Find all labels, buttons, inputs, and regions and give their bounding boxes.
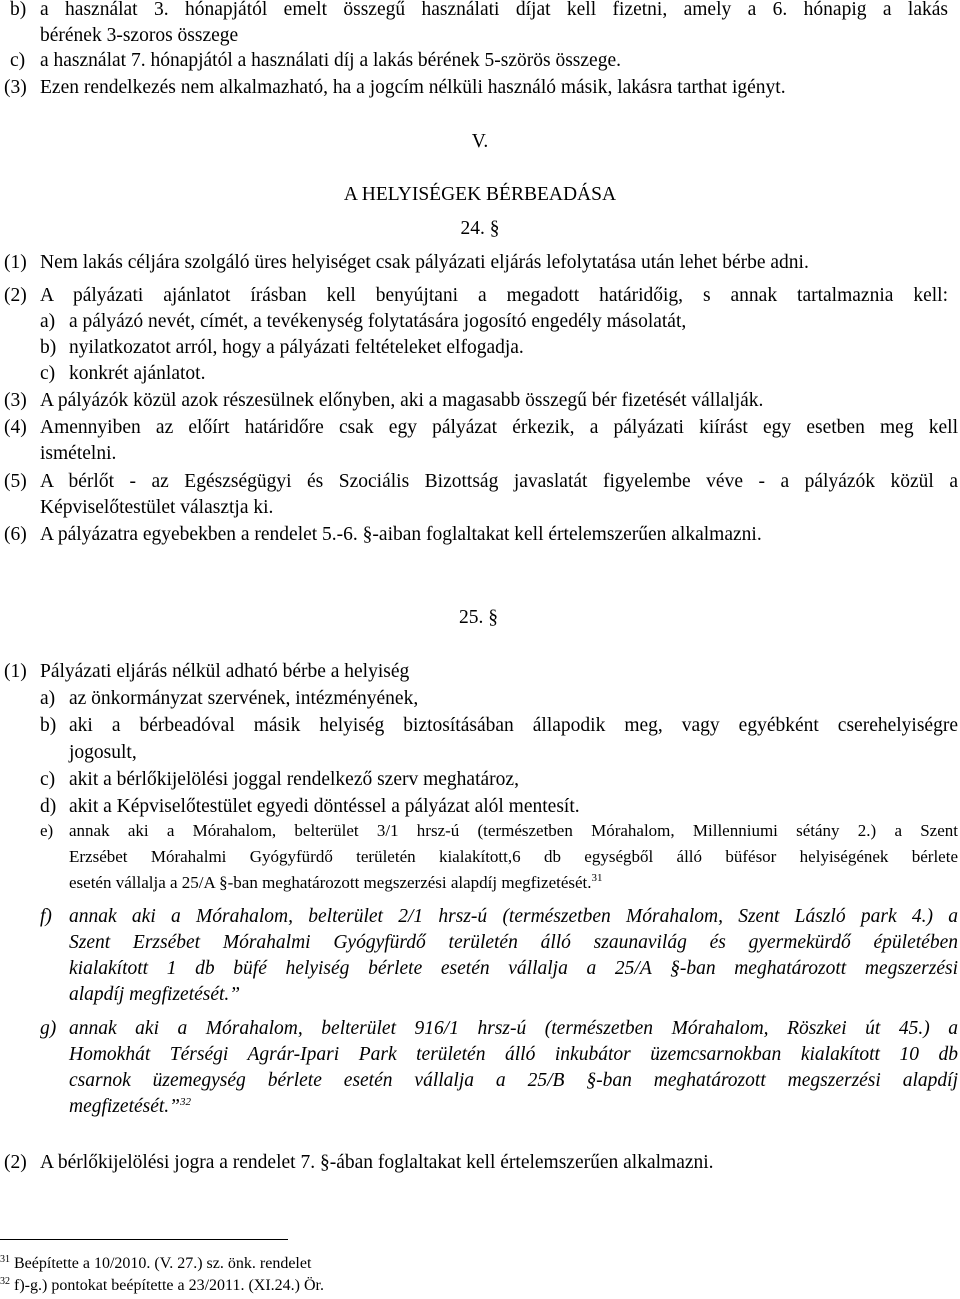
s25-point-e (0, 818, 960, 844)
s25-point-e-line2: Erzsébet Mórahalmi Gyógyfürdő területén kialakított,6 db egységből álló büfésor helyiségének bérlete (69, 847, 958, 866)
s25-point-b-line1: aki a bérbeadóval másik helyiség biztosításában állapodik meg, vagy egyébként cserehelyiségre (69, 715, 958, 736)
s24-point-c-text: konkrét ajánlatot. (69, 363, 206, 384)
s24-paragraph-3 (0, 388, 960, 414)
top-paragraph-3 (0, 75, 960, 101)
s24-point-c-label: c) (40, 363, 56, 384)
s25-paragraph-2-label: (2) (4, 1152, 27, 1173)
s24-point-b-label: b) (40, 337, 57, 358)
s25-point-b (0, 713, 960, 739)
top-point-b-cont (0, 23, 960, 49)
s25-point-d-text: akit a Képviselőtestület egyedi döntéssel a pályázat alól mentesít. (69, 796, 580, 817)
top-paragraph-3-text: Ezen rendelkezés nem alkalmazható, ha a jogcím nélküli használó másik, lakásra tarthat igényt. (40, 77, 786, 98)
s25-point-f-line2: Szent Erzsébet Mórahalmi Gyógyfürdő területén álló szaunavilág és gyermekürdő épületében (69, 932, 958, 953)
s25-paragraph-1-label: (1) (4, 661, 27, 682)
s25-point-e-line3: esetén vállalja a 25/A §-ban meghatározott megszerzési alapdíj megfizetését. (69, 873, 592, 892)
s25-point-c-text: akit a bérlőkijelölési joggal rendelkező szerv meghatároz, (69, 769, 519, 790)
s25-point-g-line4: megfizetését.” (69, 1096, 181, 1117)
footnote-32-text: f)-g.) pontokat beépítette a 23/2011. (XI.24.) Ör. (14, 1277, 324, 1294)
s25-point-f (0, 904, 960, 930)
s25-point-f-cont2 (0, 956, 960, 982)
s25-point-e-cont1 (0, 844, 960, 870)
s24-paragraph-6 (0, 522, 960, 548)
s24-paragraph-5-cont (0, 495, 960, 521)
s25-point-e-label: e) (40, 821, 54, 840)
s25-point-a (0, 686, 960, 712)
footnote-31-number: 31 (0, 1254, 10, 1265)
s24-paragraph-2 (0, 283, 960, 309)
s24-point-c (0, 361, 960, 387)
s24-point-a-label: a) (40, 311, 56, 332)
section-25-heading: 25. § (459, 607, 498, 628)
s24-paragraph-4-cont (0, 441, 960, 467)
footnote-separator (0, 1239, 288, 1240)
top-point-c-label: c) (10, 50, 26, 71)
s25-point-g-label: g) (40, 1018, 57, 1039)
s24-paragraph-5-line2: Képviselőtestület választja ki. (40, 497, 274, 518)
s24-point-a-text: a pályázó nevét, címét, a tevékenység folytatására jogosító engedély másolatát, (69, 311, 687, 332)
s25-point-g-line3: csarnok üzemegység bérlete esetén vállalja a 25/B §-ban meghatározott megszerzési alapdíj (69, 1070, 958, 1091)
s24-paragraph-1-text: Nem lakás céljára szolgáló üres helyiséget csak pályázati eljárás lefolytatása után lehet bérbe adni. (40, 252, 809, 273)
s25-paragraph-1 (0, 659, 960, 685)
s25-point-f-line4: alapdíj megfizetését.” (69, 984, 241, 1005)
s24-paragraph-5-label: (5) (4, 471, 27, 492)
s25-point-g-line1: annak aki a Mórahalom, belterület 916/1 hrsz-ú (természetben Mórahalom, Röszkei út 45.) a (69, 1018, 958, 1039)
s25-point-b-cont (0, 740, 960, 766)
s25-point-f-line1: annak aki a Mórahalom, belterület 2/1 hrsz-ú (természetben Mórahalom, Szent László park 4.) a (69, 906, 958, 927)
s24-paragraph-4-label: (4) (4, 417, 27, 438)
s24-point-a (0, 309, 960, 335)
chapter-title: A HELYISÉGEK BÉRBEADÁSA (343, 184, 617, 205)
s25-point-d (0, 794, 960, 820)
s24-paragraph-1 (0, 250, 960, 276)
top-point-b (0, 0, 960, 23)
s25-point-c (0, 767, 960, 793)
s24-point-b-text: nyilatkozatot arról, hogy a pályázati feltételeket elfogadja. (69, 337, 524, 358)
s24-paragraph-5 (0, 469, 960, 495)
footnote-ref-32[interactable]: 32 (180, 1096, 192, 1108)
footnote-ref-31[interactable]: 31 (591, 872, 603, 884)
top-point-b-line1: a használat 3. hónapjától emelt összegű használati díjat kell fizetni, amely a 6. hónapig a lakás (40, 0, 948, 20)
s24-paragraph-6-label: (6) (4, 524, 27, 545)
s24-point-b (0, 335, 960, 361)
s25-point-f-line3: kialakított 1 db büfé helyiség bérlete esetén vállalja a 25/A §-ban meghatározott megszerzési (69, 958, 958, 979)
s25-point-f-cont3 (0, 982, 960, 1008)
footnote-32 (0, 1276, 324, 1296)
s25-point-e-line3-wrap (69, 870, 603, 896)
s25-point-a-label: a) (40, 688, 56, 709)
s25-point-g (0, 1016, 960, 1042)
s25-point-e-cont2 (0, 870, 960, 896)
s25-point-g-line2: Homokhát Térségi Agrár-Ipari Park területén álló inkubátor üzemcsarnokban kialakított 10 db (69, 1044, 958, 1065)
s24-paragraph-3-label: (3) (4, 390, 27, 411)
s25-point-d-label: d) (40, 796, 57, 817)
top-paragraph-3-label: (3) (4, 77, 27, 98)
s25-paragraph-2-text: A bérlőkijelölési jogra a rendelet 7. §-ában foglaltakat kell értelemszerűen alkalmazni. (40, 1152, 714, 1173)
s24-paragraph-4-line1: Amennyiben az előírt határidőre csak egy pályázat érkezik, a pályázati kiírást egy esetben meg kell (40, 417, 958, 438)
s24-paragraph-1-label: (1) (4, 252, 27, 273)
s25-point-g-cont3 (0, 1094, 960, 1120)
s25-point-e-line1: annak aki a Mórahalom, belterület 3/1 hrsz-ú (természetben Mórahalom, Millenniumi sétány 2.) a Szent (69, 821, 958, 840)
footnote-32-number: 32 (0, 1276, 10, 1287)
s25-point-c-label: c) (40, 769, 56, 790)
s25-paragraph-1-text: Pályázati eljárás nélkül adható bérbe a helyiség (40, 661, 410, 682)
s24-paragraph-3-text: A pályázók közül azok részesülnek előnyben, aki a magasabb összegű bér fizetését vállalják. (40, 390, 764, 411)
s25-point-b-line2: jogosult, (69, 742, 137, 763)
section-24-heading: 24. § (460, 218, 500, 239)
s24-paragraph-4-line2: ismételni. (40, 443, 117, 464)
section-25-heading-row (0, 605, 960, 631)
s24-paragraph-4 (0, 415, 960, 441)
s25-point-g-cont2 (0, 1068, 960, 1094)
s24-paragraph-6-text: A pályázatra egyebekben a rendelet 5.-6. §-aiban foglaltakat kell értelemszerűen alkalmazni. (40, 524, 762, 545)
s25-point-b-label: b) (40, 715, 57, 736)
s25-point-g-cont1 (0, 1042, 960, 1068)
footnote-31-text: Beépítette a 10/2010. (V. 27.) sz. önk. rendelet (14, 1255, 312, 1272)
footnote-31 (0, 1254, 311, 1274)
top-point-c (0, 48, 960, 74)
s25-paragraph-2 (0, 1150, 960, 1176)
s25-point-f-label: f) (40, 906, 52, 927)
chapter-number: V. (471, 131, 489, 152)
s25-point-a-text: az önkormányzat szervének, intézményének, (69, 688, 419, 709)
s24-paragraph-5-line1: A bérlőt - az Egészségügyi és Szociális Bizottság javaslatát figyelembe véve - a pályázók közül a (40, 471, 958, 492)
top-point-b-label: b) (10, 0, 27, 20)
s25-point-f-cont1 (0, 930, 960, 956)
top-point-c-text: a használat 7. hónapjától a használati díj a lakás bérének 5-szörös összege. (40, 50, 621, 71)
s24-paragraph-2-text: A pályázati ajánlatot írásban kell benyújtani a megadott határidőig, s annak tartalmaznia kell: (40, 285, 948, 306)
s24-paragraph-2-label: (2) (4, 285, 27, 306)
s25-point-g-line4-wrap (69, 1094, 191, 1120)
top-point-b-line2: bérének 3-szoros összege (40, 25, 239, 46)
